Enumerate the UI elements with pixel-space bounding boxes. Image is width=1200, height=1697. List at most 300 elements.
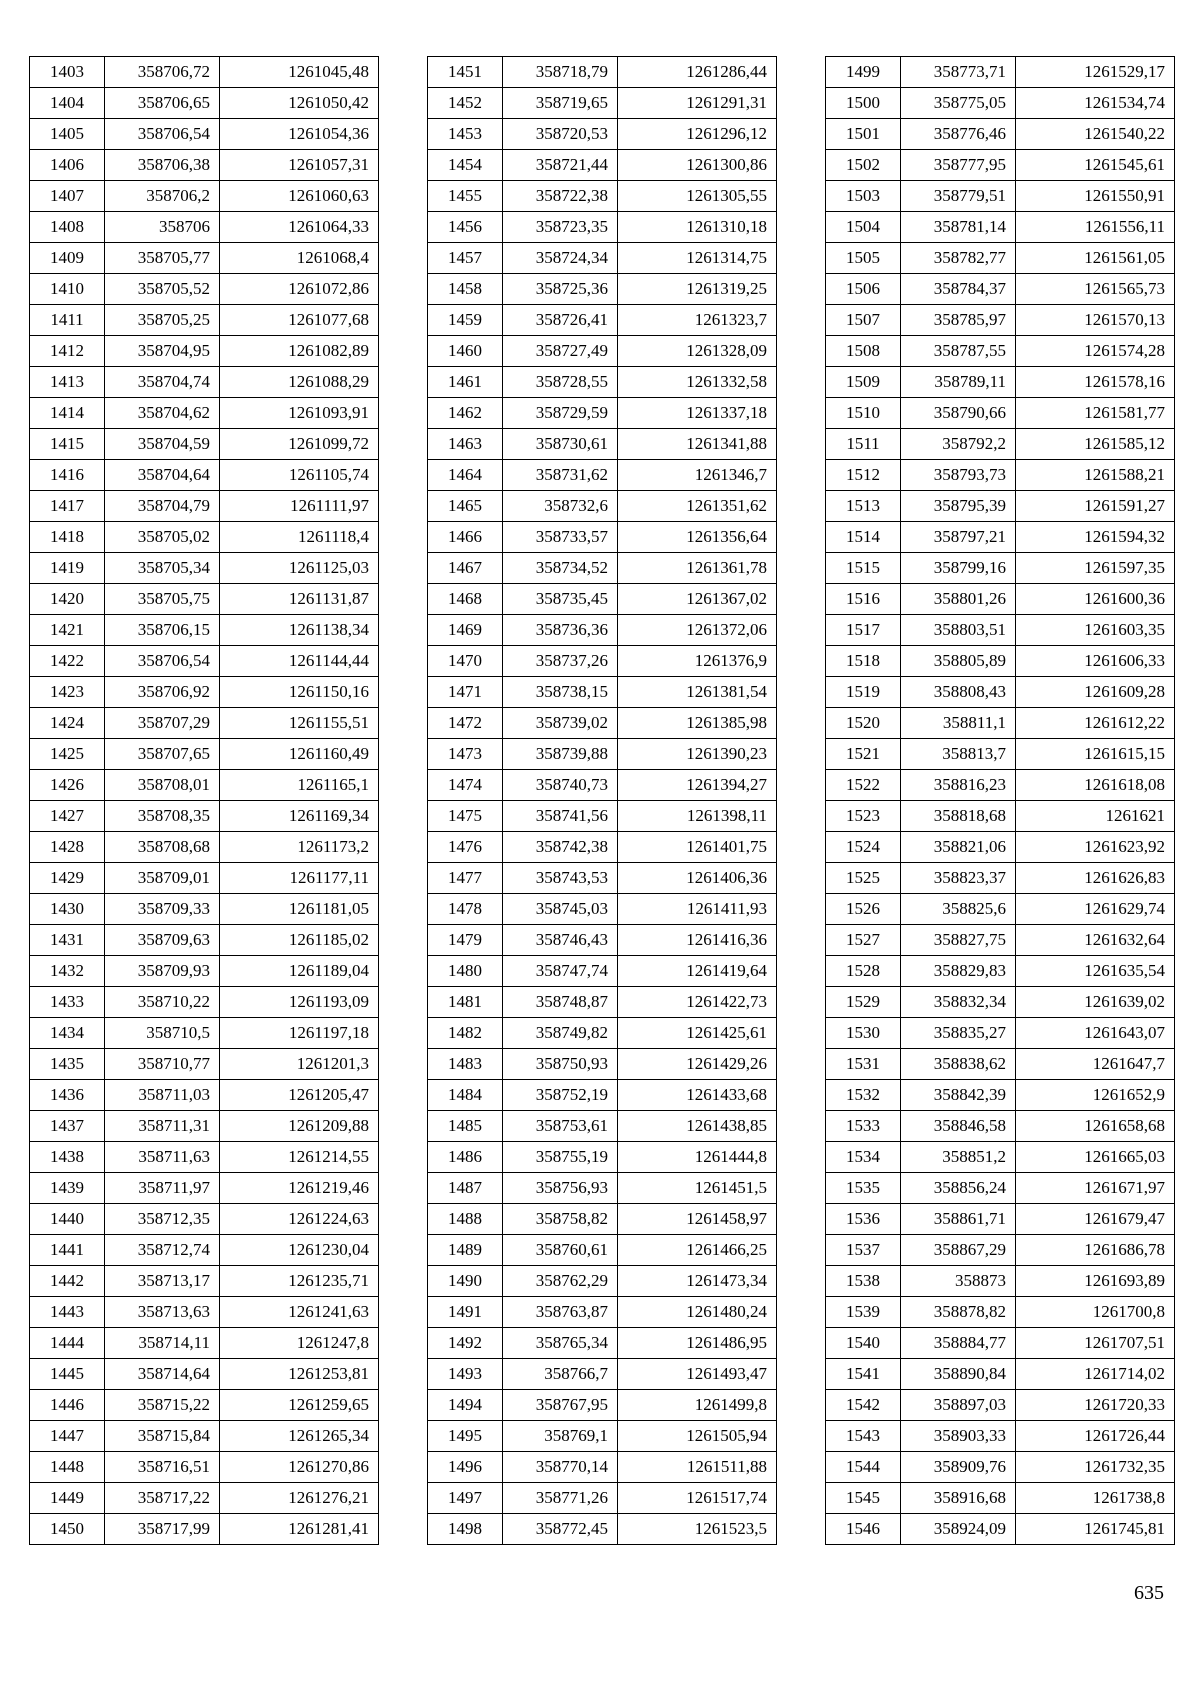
y-coordinate-cell: 1261556,11 xyxy=(1016,212,1175,243)
point-number-cell: 1474 xyxy=(428,770,503,801)
table-row xyxy=(428,1328,777,1359)
x-coordinate-cell: 358787,55 xyxy=(901,336,1016,367)
x-coordinate-cell: 358725,36 xyxy=(503,274,618,305)
x-coordinate-cell: 358767,95 xyxy=(503,1390,618,1421)
x-coordinate-cell: 358715,22 xyxy=(105,1390,220,1421)
x-coordinate-cell: 358762,29 xyxy=(503,1266,618,1297)
x-coordinate-cell: 358771,26 xyxy=(503,1483,618,1514)
table-row xyxy=(826,708,1175,739)
x-coordinate-cell: 358712,35 xyxy=(105,1204,220,1235)
x-coordinate-cell: 358709,01 xyxy=(105,863,220,894)
point-number-cell: 1516 xyxy=(826,584,901,615)
y-coordinate-cell: 1261111,97 xyxy=(220,491,379,522)
x-coordinate-cell: 358736,36 xyxy=(503,615,618,646)
table-row xyxy=(826,1421,1175,1452)
y-coordinate-cell: 1261346,7 xyxy=(618,460,777,491)
table-row xyxy=(826,274,1175,305)
x-coordinate-cell: 358717,22 xyxy=(105,1483,220,1514)
x-coordinate-cell: 358792,2 xyxy=(901,429,1016,460)
table-row xyxy=(826,987,1175,1018)
point-number-cell: 1425 xyxy=(30,739,105,770)
x-coordinate-cell: 358890,84 xyxy=(901,1359,1016,1390)
table-row xyxy=(428,832,777,863)
y-coordinate-cell: 1261745,81 xyxy=(1016,1514,1175,1545)
point-number-cell: 1497 xyxy=(428,1483,503,1514)
x-coordinate-cell: 358728,55 xyxy=(503,367,618,398)
table-row xyxy=(826,1514,1175,1545)
y-coordinate-cell: 1261621 xyxy=(1016,801,1175,832)
x-coordinate-cell: 358752,19 xyxy=(503,1080,618,1111)
point-number-cell: 1438 xyxy=(30,1142,105,1173)
y-coordinate-cell: 1261381,54 xyxy=(618,677,777,708)
point-number-cell: 1540 xyxy=(826,1328,901,1359)
table-row xyxy=(428,305,777,336)
table-row xyxy=(30,646,379,677)
point-number-cell: 1485 xyxy=(428,1111,503,1142)
y-coordinate-cell: 1261099,72 xyxy=(220,429,379,460)
table-row xyxy=(30,181,379,212)
y-coordinate-cell: 1261155,51 xyxy=(220,708,379,739)
y-coordinate-cell: 1261550,91 xyxy=(1016,181,1175,212)
y-coordinate-cell: 1261077,68 xyxy=(220,305,379,336)
y-coordinate-cell: 1261390,23 xyxy=(618,739,777,770)
table-row xyxy=(428,987,777,1018)
point-number-cell: 1542 xyxy=(826,1390,901,1421)
y-coordinate-cell: 1261367,02 xyxy=(618,584,777,615)
x-coordinate-cell: 358829,83 xyxy=(901,956,1016,987)
point-number-cell: 1403 xyxy=(30,57,105,88)
x-coordinate-cell: 358897,03 xyxy=(901,1390,1016,1421)
y-coordinate-cell: 1261197,18 xyxy=(220,1018,379,1049)
point-number-cell: 1537 xyxy=(826,1235,901,1266)
coordinate-table-1 xyxy=(29,56,379,1545)
point-number-cell: 1522 xyxy=(826,770,901,801)
table-row xyxy=(428,894,777,925)
x-coordinate-cell: 358842,39 xyxy=(901,1080,1016,1111)
x-coordinate-cell: 358793,73 xyxy=(901,460,1016,491)
y-coordinate-cell: 1261585,12 xyxy=(1016,429,1175,460)
table-row xyxy=(428,1173,777,1204)
table-row xyxy=(826,925,1175,956)
point-number-cell: 1502 xyxy=(826,150,901,181)
x-coordinate-cell: 358707,65 xyxy=(105,739,220,770)
x-coordinate-cell: 358777,95 xyxy=(901,150,1016,181)
point-number-cell: 1515 xyxy=(826,553,901,584)
table-row xyxy=(30,1452,379,1483)
y-coordinate-cell: 1261241,63 xyxy=(220,1297,379,1328)
point-number-cell: 1523 xyxy=(826,801,901,832)
x-coordinate-cell: 358737,26 xyxy=(503,646,618,677)
table-row xyxy=(30,1111,379,1142)
point-number-cell: 1467 xyxy=(428,553,503,584)
table-row xyxy=(30,863,379,894)
y-coordinate-cell: 1261376,9 xyxy=(618,646,777,677)
point-number-cell: 1409 xyxy=(30,243,105,274)
y-coordinate-cell: 1261652,9 xyxy=(1016,1080,1175,1111)
table-row xyxy=(30,150,379,181)
y-coordinate-cell: 1261679,47 xyxy=(1016,1204,1175,1235)
x-coordinate-cell: 358714,11 xyxy=(105,1328,220,1359)
coordinate-table-2 xyxy=(427,56,777,1545)
x-coordinate-cell: 358711,63 xyxy=(105,1142,220,1173)
x-coordinate-cell: 358772,45 xyxy=(503,1514,618,1545)
point-number-cell: 1412 xyxy=(30,336,105,367)
x-coordinate-cell: 358719,65 xyxy=(503,88,618,119)
table-row xyxy=(428,491,777,522)
point-number-cell: 1490 xyxy=(428,1266,503,1297)
y-coordinate-cell: 1261165,1 xyxy=(220,770,379,801)
table-row xyxy=(30,1235,379,1266)
y-coordinate-cell: 1261050,42 xyxy=(220,88,379,119)
table-row xyxy=(428,398,777,429)
x-coordinate-cell: 358704,64 xyxy=(105,460,220,491)
table-row xyxy=(428,1080,777,1111)
point-number-cell: 1421 xyxy=(30,615,105,646)
table-row xyxy=(428,1421,777,1452)
table-row xyxy=(30,491,379,522)
x-coordinate-cell: 358742,38 xyxy=(503,832,618,863)
x-coordinate-cell: 358724,34 xyxy=(503,243,618,274)
table-row xyxy=(826,1235,1175,1266)
table-row xyxy=(826,1452,1175,1483)
point-number-cell: 1445 xyxy=(30,1359,105,1390)
x-coordinate-cell: 358766,7 xyxy=(503,1359,618,1390)
table-row xyxy=(428,429,777,460)
y-coordinate-cell: 1261361,78 xyxy=(618,553,777,584)
y-coordinate-cell: 1261209,88 xyxy=(220,1111,379,1142)
x-coordinate-cell: 358731,62 xyxy=(503,460,618,491)
y-coordinate-cell: 1261401,75 xyxy=(618,832,777,863)
y-coordinate-cell: 1261296,12 xyxy=(618,119,777,150)
table-row xyxy=(428,1049,777,1080)
y-coordinate-cell: 1261473,34 xyxy=(618,1266,777,1297)
point-number-cell: 1431 xyxy=(30,925,105,956)
y-coordinate-cell: 1261406,36 xyxy=(618,863,777,894)
y-coordinate-cell: 1261623,92 xyxy=(1016,832,1175,863)
point-number-cell: 1534 xyxy=(826,1142,901,1173)
y-coordinate-cell: 1261707,51 xyxy=(1016,1328,1175,1359)
point-number-cell: 1482 xyxy=(428,1018,503,1049)
table-row xyxy=(428,1204,777,1235)
table-row xyxy=(428,1142,777,1173)
point-number-cell: 1443 xyxy=(30,1297,105,1328)
table-row xyxy=(428,1514,777,1545)
table-row xyxy=(826,646,1175,677)
y-coordinate-cell: 1261578,16 xyxy=(1016,367,1175,398)
x-coordinate-cell: 358851,2 xyxy=(901,1142,1016,1173)
point-number-cell: 1453 xyxy=(428,119,503,150)
y-coordinate-cell: 1261534,74 xyxy=(1016,88,1175,119)
x-coordinate-cell: 358825,6 xyxy=(901,894,1016,925)
x-coordinate-cell: 358713,17 xyxy=(105,1266,220,1297)
point-number-cell: 1488 xyxy=(428,1204,503,1235)
point-number-cell: 1494 xyxy=(428,1390,503,1421)
x-coordinate-cell: 358813,7 xyxy=(901,739,1016,770)
y-coordinate-cell: 1261606,33 xyxy=(1016,646,1175,677)
point-number-cell: 1446 xyxy=(30,1390,105,1421)
point-number-cell: 1468 xyxy=(428,584,503,615)
y-coordinate-cell: 1261458,97 xyxy=(618,1204,777,1235)
y-coordinate-cell: 1261561,05 xyxy=(1016,243,1175,274)
y-coordinate-cell: 1261647,7 xyxy=(1016,1049,1175,1080)
table-row xyxy=(826,739,1175,770)
table-row xyxy=(826,832,1175,863)
table-row xyxy=(30,1390,379,1421)
x-coordinate-cell: 358755,19 xyxy=(503,1142,618,1173)
y-coordinate-cell: 1261181,05 xyxy=(220,894,379,925)
table-row xyxy=(428,336,777,367)
y-coordinate-cell: 1261093,91 xyxy=(220,398,379,429)
x-coordinate-cell: 358856,24 xyxy=(901,1173,1016,1204)
x-coordinate-cell: 358722,38 xyxy=(503,181,618,212)
x-coordinate-cell: 358738,15 xyxy=(503,677,618,708)
table-row xyxy=(826,398,1175,429)
table-row xyxy=(428,677,777,708)
table-row xyxy=(826,956,1175,987)
table-row xyxy=(30,336,379,367)
x-coordinate-cell: 358785,97 xyxy=(901,305,1016,336)
table-row xyxy=(30,1080,379,1111)
x-coordinate-cell: 358827,75 xyxy=(901,925,1016,956)
x-coordinate-cell: 358818,68 xyxy=(901,801,1016,832)
point-number-cell: 1436 xyxy=(30,1080,105,1111)
point-number-cell: 1470 xyxy=(428,646,503,677)
x-coordinate-cell: 358803,51 xyxy=(901,615,1016,646)
y-coordinate-cell: 1261057,31 xyxy=(220,150,379,181)
y-coordinate-cell: 1261523,5 xyxy=(618,1514,777,1545)
point-number-cell: 1499 xyxy=(826,57,901,88)
x-coordinate-cell: 358838,62 xyxy=(901,1049,1016,1080)
table-row xyxy=(826,88,1175,119)
point-number-cell: 1509 xyxy=(826,367,901,398)
y-coordinate-cell: 1261144,44 xyxy=(220,646,379,677)
table-row xyxy=(30,925,379,956)
y-coordinate-cell: 1261224,63 xyxy=(220,1204,379,1235)
y-coordinate-cell: 1261310,18 xyxy=(618,212,777,243)
y-coordinate-cell: 1261214,55 xyxy=(220,1142,379,1173)
y-coordinate-cell: 1261639,02 xyxy=(1016,987,1175,1018)
x-coordinate-cell: 358799,16 xyxy=(901,553,1016,584)
x-coordinate-cell: 358909,76 xyxy=(901,1452,1016,1483)
y-coordinate-cell: 1261411,93 xyxy=(618,894,777,925)
x-coordinate-cell: 358763,87 xyxy=(503,1297,618,1328)
table-row xyxy=(30,1514,379,1545)
table-row xyxy=(826,863,1175,894)
x-coordinate-cell: 358878,82 xyxy=(901,1297,1016,1328)
y-coordinate-cell: 1261235,71 xyxy=(220,1266,379,1297)
x-coordinate-cell: 358769,1 xyxy=(503,1421,618,1452)
point-number-cell: 1528 xyxy=(826,956,901,987)
y-coordinate-cell: 1261591,27 xyxy=(1016,491,1175,522)
y-coordinate-cell: 1261438,85 xyxy=(618,1111,777,1142)
point-number-cell: 1543 xyxy=(826,1421,901,1452)
table-row xyxy=(30,1049,379,1080)
point-number-cell: 1430 xyxy=(30,894,105,925)
y-coordinate-cell: 1261635,54 xyxy=(1016,956,1175,987)
point-number-cell: 1415 xyxy=(30,429,105,460)
table-row xyxy=(826,1483,1175,1514)
table-row xyxy=(826,1080,1175,1111)
point-number-cell: 1411 xyxy=(30,305,105,336)
x-coordinate-cell: 358748,87 xyxy=(503,987,618,1018)
point-number-cell: 1451 xyxy=(428,57,503,88)
point-number-cell: 1496 xyxy=(428,1452,503,1483)
point-number-cell: 1481 xyxy=(428,987,503,1018)
y-coordinate-cell: 1261565,73 xyxy=(1016,274,1175,305)
table-row xyxy=(428,801,777,832)
y-coordinate-cell: 1261300,86 xyxy=(618,150,777,181)
y-coordinate-cell: 1261693,89 xyxy=(1016,1266,1175,1297)
y-coordinate-cell: 1261643,07 xyxy=(1016,1018,1175,1049)
point-number-cell: 1424 xyxy=(30,708,105,739)
point-number-cell: 1526 xyxy=(826,894,901,925)
table-row xyxy=(428,646,777,677)
x-coordinate-cell: 358773,71 xyxy=(901,57,1016,88)
y-coordinate-cell: 1261265,34 xyxy=(220,1421,379,1452)
point-number-cell: 1498 xyxy=(428,1514,503,1545)
x-coordinate-cell: 358711,97 xyxy=(105,1173,220,1204)
y-coordinate-cell: 1261105,74 xyxy=(220,460,379,491)
table-row xyxy=(30,956,379,987)
x-coordinate-cell: 358758,82 xyxy=(503,1204,618,1235)
x-coordinate-cell: 358756,93 xyxy=(503,1173,618,1204)
y-coordinate-cell: 1261425,61 xyxy=(618,1018,777,1049)
y-coordinate-cell: 1261328,09 xyxy=(618,336,777,367)
table-row xyxy=(826,615,1175,646)
y-coordinate-cell: 1261433,68 xyxy=(618,1080,777,1111)
y-coordinate-cell: 1261499,8 xyxy=(618,1390,777,1421)
table-row xyxy=(30,832,379,863)
y-coordinate-cell: 1261173,2 xyxy=(220,832,379,863)
x-coordinate-cell: 358743,53 xyxy=(503,863,618,894)
x-coordinate-cell: 358706,65 xyxy=(105,88,220,119)
y-coordinate-cell: 1261686,78 xyxy=(1016,1235,1175,1266)
table-row xyxy=(826,1173,1175,1204)
x-coordinate-cell: 358924,09 xyxy=(901,1514,1016,1545)
point-number-cell: 1460 xyxy=(428,336,503,367)
x-coordinate-cell: 358704,79 xyxy=(105,491,220,522)
x-coordinate-cell: 358789,11 xyxy=(901,367,1016,398)
y-coordinate-cell: 1261700,8 xyxy=(1016,1297,1175,1328)
y-coordinate-cell: 1261422,73 xyxy=(618,987,777,1018)
table-row xyxy=(428,739,777,770)
point-number-cell: 1478 xyxy=(428,894,503,925)
table-row xyxy=(30,801,379,832)
table-row xyxy=(826,1049,1175,1080)
point-number-cell: 1439 xyxy=(30,1173,105,1204)
y-coordinate-cell: 1261574,28 xyxy=(1016,336,1175,367)
table-row xyxy=(30,398,379,429)
point-number-cell: 1414 xyxy=(30,398,105,429)
x-coordinate-cell: 358706,15 xyxy=(105,615,220,646)
x-coordinate-cell: 358704,74 xyxy=(105,367,220,398)
y-coordinate-cell: 1261323,7 xyxy=(618,305,777,336)
table-row xyxy=(826,1111,1175,1142)
table-row xyxy=(826,770,1175,801)
point-number-cell: 1479 xyxy=(428,925,503,956)
y-coordinate-cell: 1261385,98 xyxy=(618,708,777,739)
point-number-cell: 1432 xyxy=(30,956,105,987)
point-number-cell: 1505 xyxy=(826,243,901,274)
point-number-cell: 1545 xyxy=(826,1483,901,1514)
point-number-cell: 1483 xyxy=(428,1049,503,1080)
x-coordinate-cell: 358740,73 xyxy=(503,770,618,801)
x-coordinate-cell: 358733,57 xyxy=(503,522,618,553)
point-number-cell: 1501 xyxy=(826,119,901,150)
point-number-cell: 1413 xyxy=(30,367,105,398)
table-row xyxy=(30,522,379,553)
point-number-cell: 1404 xyxy=(30,88,105,119)
table-row xyxy=(30,119,379,150)
x-coordinate-cell: 358711,03 xyxy=(105,1080,220,1111)
x-coordinate-cell: 358760,61 xyxy=(503,1235,618,1266)
x-coordinate-cell: 358747,74 xyxy=(503,956,618,987)
y-coordinate-cell: 1261626,83 xyxy=(1016,863,1175,894)
x-coordinate-cell: 358753,61 xyxy=(503,1111,618,1142)
table-row xyxy=(428,1018,777,1049)
y-coordinate-cell: 1261281,41 xyxy=(220,1514,379,1545)
y-coordinate-cell: 1261131,87 xyxy=(220,584,379,615)
x-coordinate-cell: 358784,37 xyxy=(901,274,1016,305)
table-row xyxy=(30,1328,379,1359)
point-number-cell: 1507 xyxy=(826,305,901,336)
x-coordinate-cell: 358723,35 xyxy=(503,212,618,243)
x-coordinate-cell: 358704,62 xyxy=(105,398,220,429)
table-row xyxy=(30,987,379,1018)
x-coordinate-cell: 358712,74 xyxy=(105,1235,220,1266)
table-row xyxy=(826,677,1175,708)
y-coordinate-cell: 1261594,32 xyxy=(1016,522,1175,553)
table-row xyxy=(30,57,379,88)
y-coordinate-cell: 1261720,33 xyxy=(1016,1390,1175,1421)
table-row xyxy=(30,305,379,336)
point-number-cell: 1480 xyxy=(428,956,503,987)
point-number-cell: 1519 xyxy=(826,677,901,708)
point-number-cell: 1511 xyxy=(826,429,901,460)
x-coordinate-cell: 358706 xyxy=(105,212,220,243)
x-coordinate-cell: 358765,34 xyxy=(503,1328,618,1359)
point-number-cell: 1466 xyxy=(428,522,503,553)
y-coordinate-cell: 1261125,03 xyxy=(220,553,379,584)
table-row xyxy=(428,584,777,615)
point-number-cell: 1456 xyxy=(428,212,503,243)
point-number-cell: 1462 xyxy=(428,398,503,429)
x-coordinate-cell: 358745,03 xyxy=(503,894,618,925)
table-row xyxy=(428,863,777,894)
x-coordinate-cell: 358797,21 xyxy=(901,522,1016,553)
y-coordinate-cell: 1261451,5 xyxy=(618,1173,777,1204)
y-coordinate-cell: 1261305,55 xyxy=(618,181,777,212)
point-number-cell: 1461 xyxy=(428,367,503,398)
table-row xyxy=(30,1173,379,1204)
point-number-cell: 1455 xyxy=(428,181,503,212)
x-coordinate-cell: 358706,54 xyxy=(105,119,220,150)
x-coordinate-cell: 358706,54 xyxy=(105,646,220,677)
x-coordinate-cell: 358708,35 xyxy=(105,801,220,832)
point-number-cell: 1492 xyxy=(428,1328,503,1359)
y-coordinate-cell: 1261665,03 xyxy=(1016,1142,1175,1173)
x-coordinate-cell: 358739,88 xyxy=(503,739,618,770)
x-coordinate-cell: 358709,33 xyxy=(105,894,220,925)
point-number-cell: 1512 xyxy=(826,460,901,491)
x-coordinate-cell: 358711,31 xyxy=(105,1111,220,1142)
y-coordinate-cell: 1261444,8 xyxy=(618,1142,777,1173)
y-coordinate-cell: 1261545,61 xyxy=(1016,150,1175,181)
x-coordinate-cell: 358790,66 xyxy=(901,398,1016,429)
point-number-cell: 1473 xyxy=(428,739,503,770)
table-row xyxy=(428,1266,777,1297)
point-number-cell: 1503 xyxy=(826,181,901,212)
